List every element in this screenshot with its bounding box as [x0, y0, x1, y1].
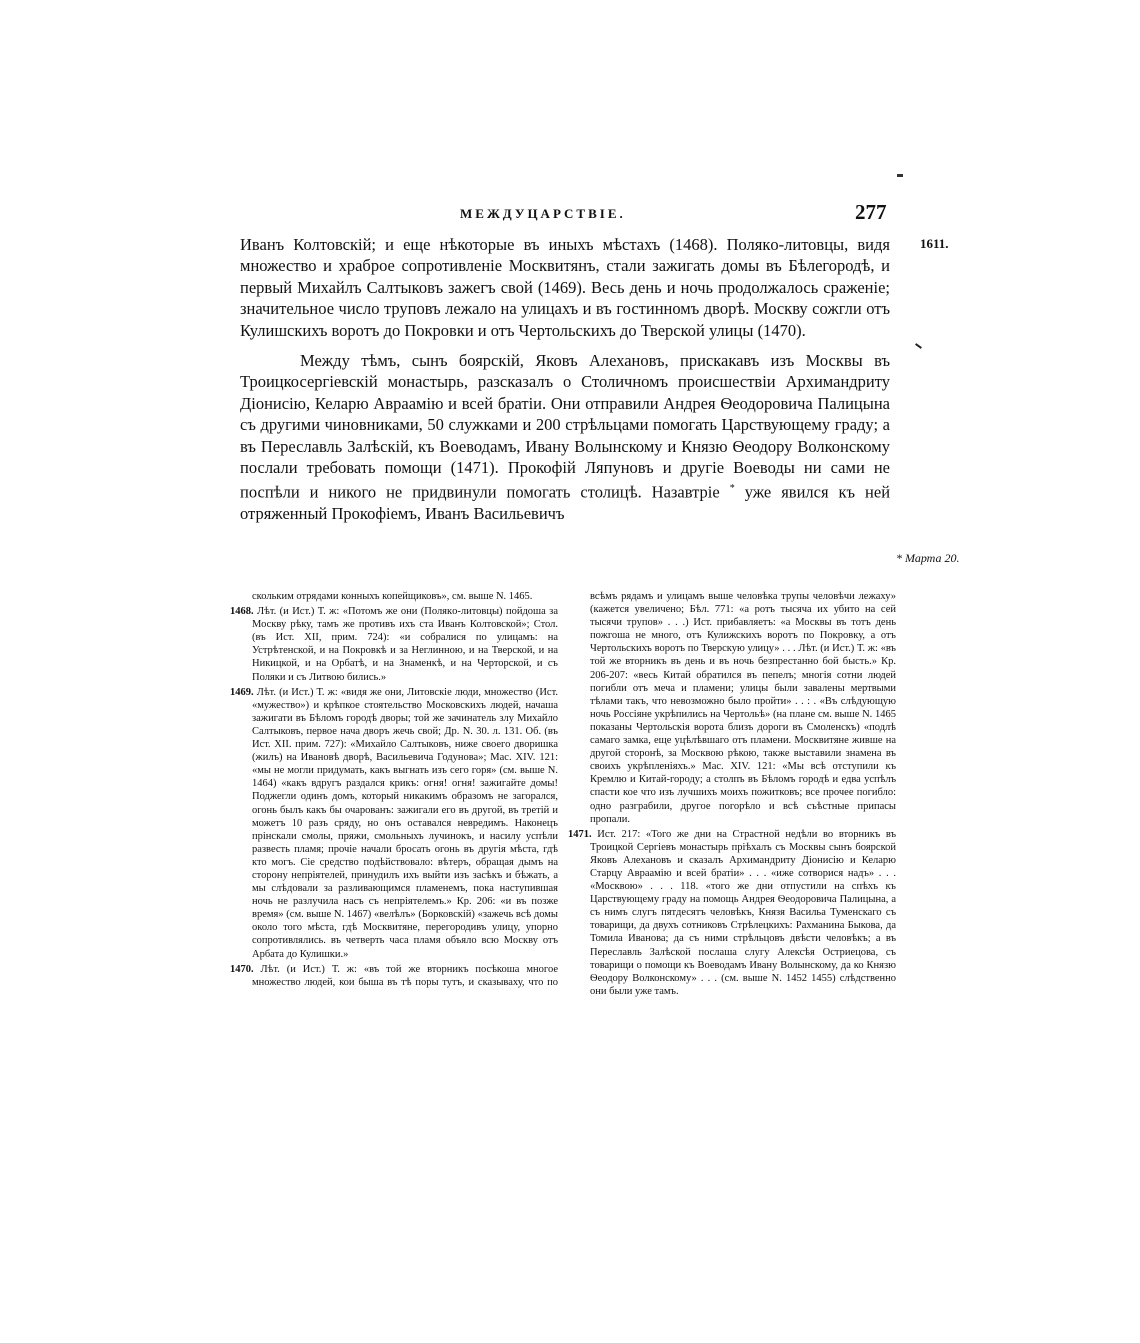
paragraph-text: уже явился къ ней отряженный Прокофіемъ, Иванъ Васильевичъ: [240, 482, 891, 524]
footnote-text: Лѣт. (и Ист.) Т. ж: «въ той же вторникъ посѣкоша многое множество людей, кои быша въ тѣ поры тутъ, и сказываху, что по всѣмъ рядамъ и улицамъ выше человѣка трупы человѣчи лежаху» (кажется увеличено; Бѣл. 771: «а ротъ тысяча их убито на сей тысячи трупов» . . .) Ист. прибавляетъ: «а Москвы въ тотъ день пожгоша не много, отъ Кулижскихъ воротъ по Покровку, а отъ Чертольскихъ воротъ по Тверскую улицу» . . . Лѣт. (и Ист.) Т. ж: «въ той же вторникъ въ день и въ ночь безпрестанно бой бысть.» Кр. 206-207: «весь Китай обратился въ пепелъ; многія сотни людей погибли отъ меча и пламени; улицы были завалены мертвыми тѣлами такъ, что невозможно было пройти» . . : . «Въ слѣдующую ночь Россіяне укрѣпились на Чертольѣ» (на плане см. выше N. 1465 показаны Чертольскія ворота близъ дороги въ Смоленскъ) «подлѣ самаго замка, еще уцѣлѣвшаго отъ пламени. Москвитяне живше на другой сторонѣ, за Москвою рѣкою, также выставили знамена въ своихъ укрѣпленіяхъ.» Мас. XIV. 121: «Мы всѣ отступили къ Кремлю и Китай-городу; а столпъ въ Бѣломъ городѣ и едва успѣлъ спасти кое что изъ лучшихъ моихъ пожитковъ; все прочее погибло: одно разграбили, другое погорѣло и всѣ съѣстные припасы пропали.: [252, 591, 896, 988]
footnote-number: 1468.: [230, 606, 254, 618]
paragraph-text: Между тѣмъ, сынъ боярскій, Яковъ Алехановъ, прискакавъ изъ Москвы въ Троицкосергіевскій монастырь, разсказалъ о Столичномъ происшествіи Архимандриту Діонисію, Келарю Авраамію и всей братіи. Они отправили Андрея Ѳеодоровича Палицына съ другими чиновниками, 50 служками и 200 стрѣльцами помогать Царствующему граду; а въ Переславль Залѣскій, къ Воеводамъ, Ивану Волынскому и Князю Ѳеодору Волконскому послали требовать помощи (1471). Прокофій Ляпуновъ и другіе Воеводы ни сами не поспѣли и никого не придвинули помогать столицѣ. Назавтріе: [240, 351, 890, 502]
footnote-text: Лѣт. (и Ист.) Т. ж: «видя же они, Литовскіе люди, множество (Ист. «мужество») и крѣпкое стоятельство Московскихъ людей, начаша зажигати въ Бѣломъ городѣ дворы; той же зачинатель злу Михайло Салтыковъ, первое нача дворъ жечь свой; Др. N. 30. л. 131. Об. (въ Ист. XII. прим. 727): «Михайло Салтыковъ, ниже своего дворишка (жилъ) на Ивановѣ дворѣ, Васильевича Годунова»; Мас. XIV. 121: «мы не могли придумать, какъ выгнать изъ сего горя» (см. выше N. 1464) «какъ вдругъ раздался крикъ: огня! огня! зажигайте домы! Поджегли одинъ домъ, который никакимъ образомъ не загорался, огонь былъ какъ бы очарованъ: зажигали его въ другой, въ третій и можетъ 10 разъ сряду, но онъ оставался невредимъ. Наконецъ прінскали смолы, пряжи, смольныхъ лучинокъ, и насилу успѣли развесть пламя; прочіе начали бросать огонь въ другія мѣста, гдѣ кто могъ. Сіе средство подѣйствовало: вѣтеръ, обращая дымъ на сторону непріятелей, принудилъ ихъ выйти изъ засѣкъ и бѣжать, а мы слѣдовали за разливающимся пламенемъ, пока наступившая ночь не разлучила насъ съ непріятелемъ.» Кр. 206: «и въ позже время» (см. выше N. 1467) «велѣлъ» (Борковскій) «зажечь всѣ домы около того мѣста, гдѣ Москвитяне, перегородивъ улицу, упорно сопротивлялись. въ четверть часа пламя объяло всю Москву отъ Арбата до Кулишки.»: [252, 686, 559, 960]
main-text: [240, 234, 890, 525]
footnote-number: 1471.: [568, 828, 592, 840]
footnote: [230, 686, 558, 961]
footnote-text: Лѣт. (и Ист.) Т. ж: «Потомъ же они (Полякo-литовцы) пойдоша за Москву рѣку, тамъ же противъ ихъ ста Иванъ Колтовской»; Стол. (въ Ист. XII, прим. 724): «и собралися по улицамъ: на Устрѣтенской, и на Покровкѣ и за Неглинною, и на Тверской, и на Никицкой, и на Орбатѣ, и на Знаменкѣ, и на Черторской, и съ Поляки и съ Литвою бились.»: [252, 606, 558, 683]
footnote-number: 1470.: [230, 963, 254, 975]
footnote: [568, 828, 896, 998]
footnotes: [230, 590, 896, 998]
running-head: МЕЖДУЦАРСТВІЕ.: [460, 206, 626, 221]
page-number: 277: [855, 200, 887, 224]
margin-mark: [915, 343, 922, 349]
footnote-number: 1469.: [230, 686, 254, 698]
print-speck: [897, 174, 903, 177]
footnote-marker: *: [729, 483, 735, 495]
footnote: скольким отрядами конныхъ копейщиковъ», см. выше N. 1465.: [252, 591, 533, 602]
paragraph: [240, 350, 890, 525]
paragraph: Иванъ Колтовскій; и еще нѣкоторые въ иныхъ мѣстахъ (1468). Полякo-литовцы, видя множество и храброе сопротивленіе Москвитянъ, стали зажигать домы въ Бѣлегородѣ, и первый Михайлъ Салтыковъ зажегъ свой (1469). Весь день и ночь продолжалось сраженіе; значительное число труповъ лежало на улицахъ и въ гостинномъ дворѣ. Москву сожгли отъ Кулишскихъ воротъ до Покровки и отъ Чертольскихъ до Тверской улицы (1470).: [240, 235, 890, 340]
footnote: [230, 605, 558, 684]
margin-year: 1611.: [920, 236, 949, 251]
margin-date: * Марта 20.: [896, 551, 960, 565]
footnote-text: Ист. 217: «Того же дни на Страстной недѣли во вторникъ въ Троицкой Сергіевъ монастырь пріѣхалъ съ Москвы сынъ боярской Яковъ Алехановъ и сказалъ Архимандриту Діонисію и Келарю Старцу Авраамію и всей братіи» . . . «иже сотворися надъ» . . . «Москвою» . . . 118. «того же дни отпустили на спѣхъ къ Царствующему граду на помощь Андрея Ѳеодоровича Палицына, а съ нимъ слугъ пятдесятъ человѣкъ, Князя Васильа Туменскаго съ товарищи, да двухъ сотниковъ Стрѣлецкихъ: Рахманина Быкова, да Томила Иванова; да съ ними стрѣльцовъ двѣсти человѣкъ; а въ Переславль Залѣской послаша слугу Алексѣя Остриецова, съ товарищи о помощи къ Воеводамъ Ивану Волынскому, да ко Князю Ѳеодору Волконскому» . . . (см. выше N. 1452 1455) слѣдственно они были уже тамъ.: [590, 828, 896, 997]
